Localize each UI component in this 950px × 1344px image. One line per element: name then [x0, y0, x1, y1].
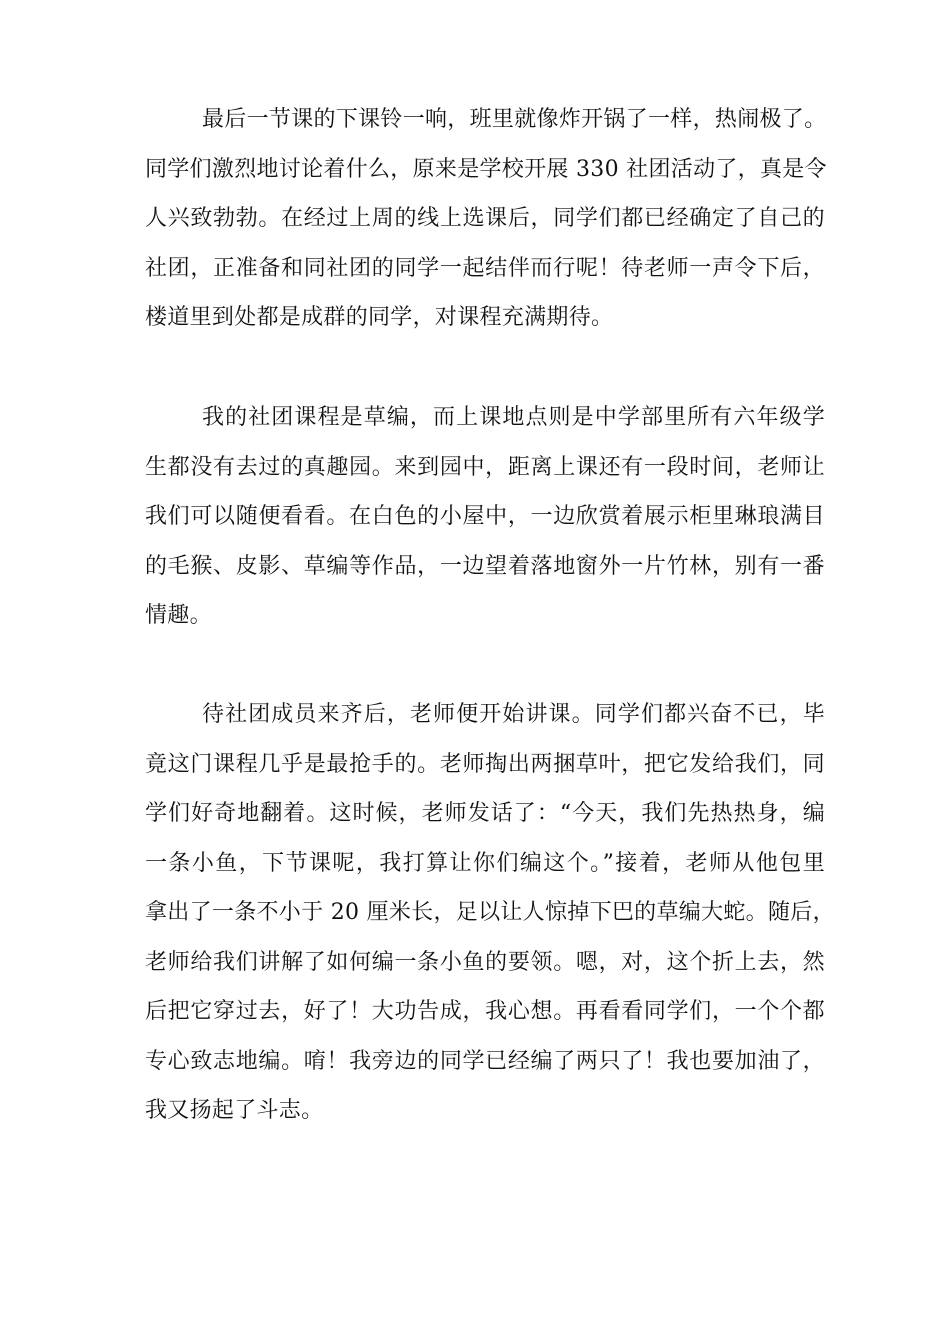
text-line: 拿出了一条不小于 20 厘米长，足以让人惊掉下巴的草编大蛇。随后， [145, 900, 835, 925]
text-line: 社团，正准备和同社团的同学一起结伴而行呢！待老师一声令下后， [145, 255, 825, 281]
text-line: 我的社团课程是草编，而上课地点则是中学部里所有六年级学 [202, 405, 825, 430]
text-line: 学们好奇地翻着。这时候，老师发话了：“今天，我们先热热身，编 [145, 801, 825, 826]
text-line: 后把它穿过去，好了！大功告成，我心想。再看看同学们，一个个都 [145, 999, 825, 1024]
text-line: 我又扬起了斗志。 [145, 1098, 324, 1123]
text-line: 情趣。 [145, 603, 212, 628]
text-line: 生都没有去过的真趣园。来到园中，距离上课还有一段时间，老师让 [145, 454, 825, 480]
text-line: 最后一节课的下课铃一响，班里就像炸开锅了一样，热闹极了。 [202, 107, 827, 132]
text-line: 的毛猴、皮影、草编等作品，一边望着落地窗外一片竹林，别有一番 [145, 553, 825, 579]
text-line: 同学们激烈地讨论着什么，原来是学校开展 330 社团活动了，真是令 [145, 156, 827, 182]
paragraph-2 [145, 393, 825, 641]
text-line: 专心致志地编。唷！我旁边的同学已经编了两只了！我也要加油了， [145, 1048, 825, 1074]
text-line: 老师给我们讲解了如何编一条小鱼的要领。嗯，对，这个折上去，然 [145, 949, 825, 975]
text-line: 我们可以随便看看。在白色的小屋中，一边欣赏着展示柜里琳琅满目 [145, 504, 825, 529]
text-line: 一条小鱼，下节课呢，我打算让你们编这个。”接着，老师从他包里 [145, 850, 825, 876]
text-line: 竟这门课程几乎是最抢手的。老师掏出两捆草叶，把它发给我们，同 [145, 751, 825, 777]
paragraph-3 [145, 690, 835, 1136]
text-line: 楼道里到处都是成群的同学，对课程充满期待。 [145, 305, 614, 330]
paragraph-1 [145, 95, 825, 343]
text-line: 人兴致勃勃。在经过上周的线上选课后，同学们都已经确定了自己的 [145, 206, 825, 231]
text-line: 待社团成员来齐后，老师便开始讲课。同学们都兴奋不已，毕 [202, 702, 825, 727]
